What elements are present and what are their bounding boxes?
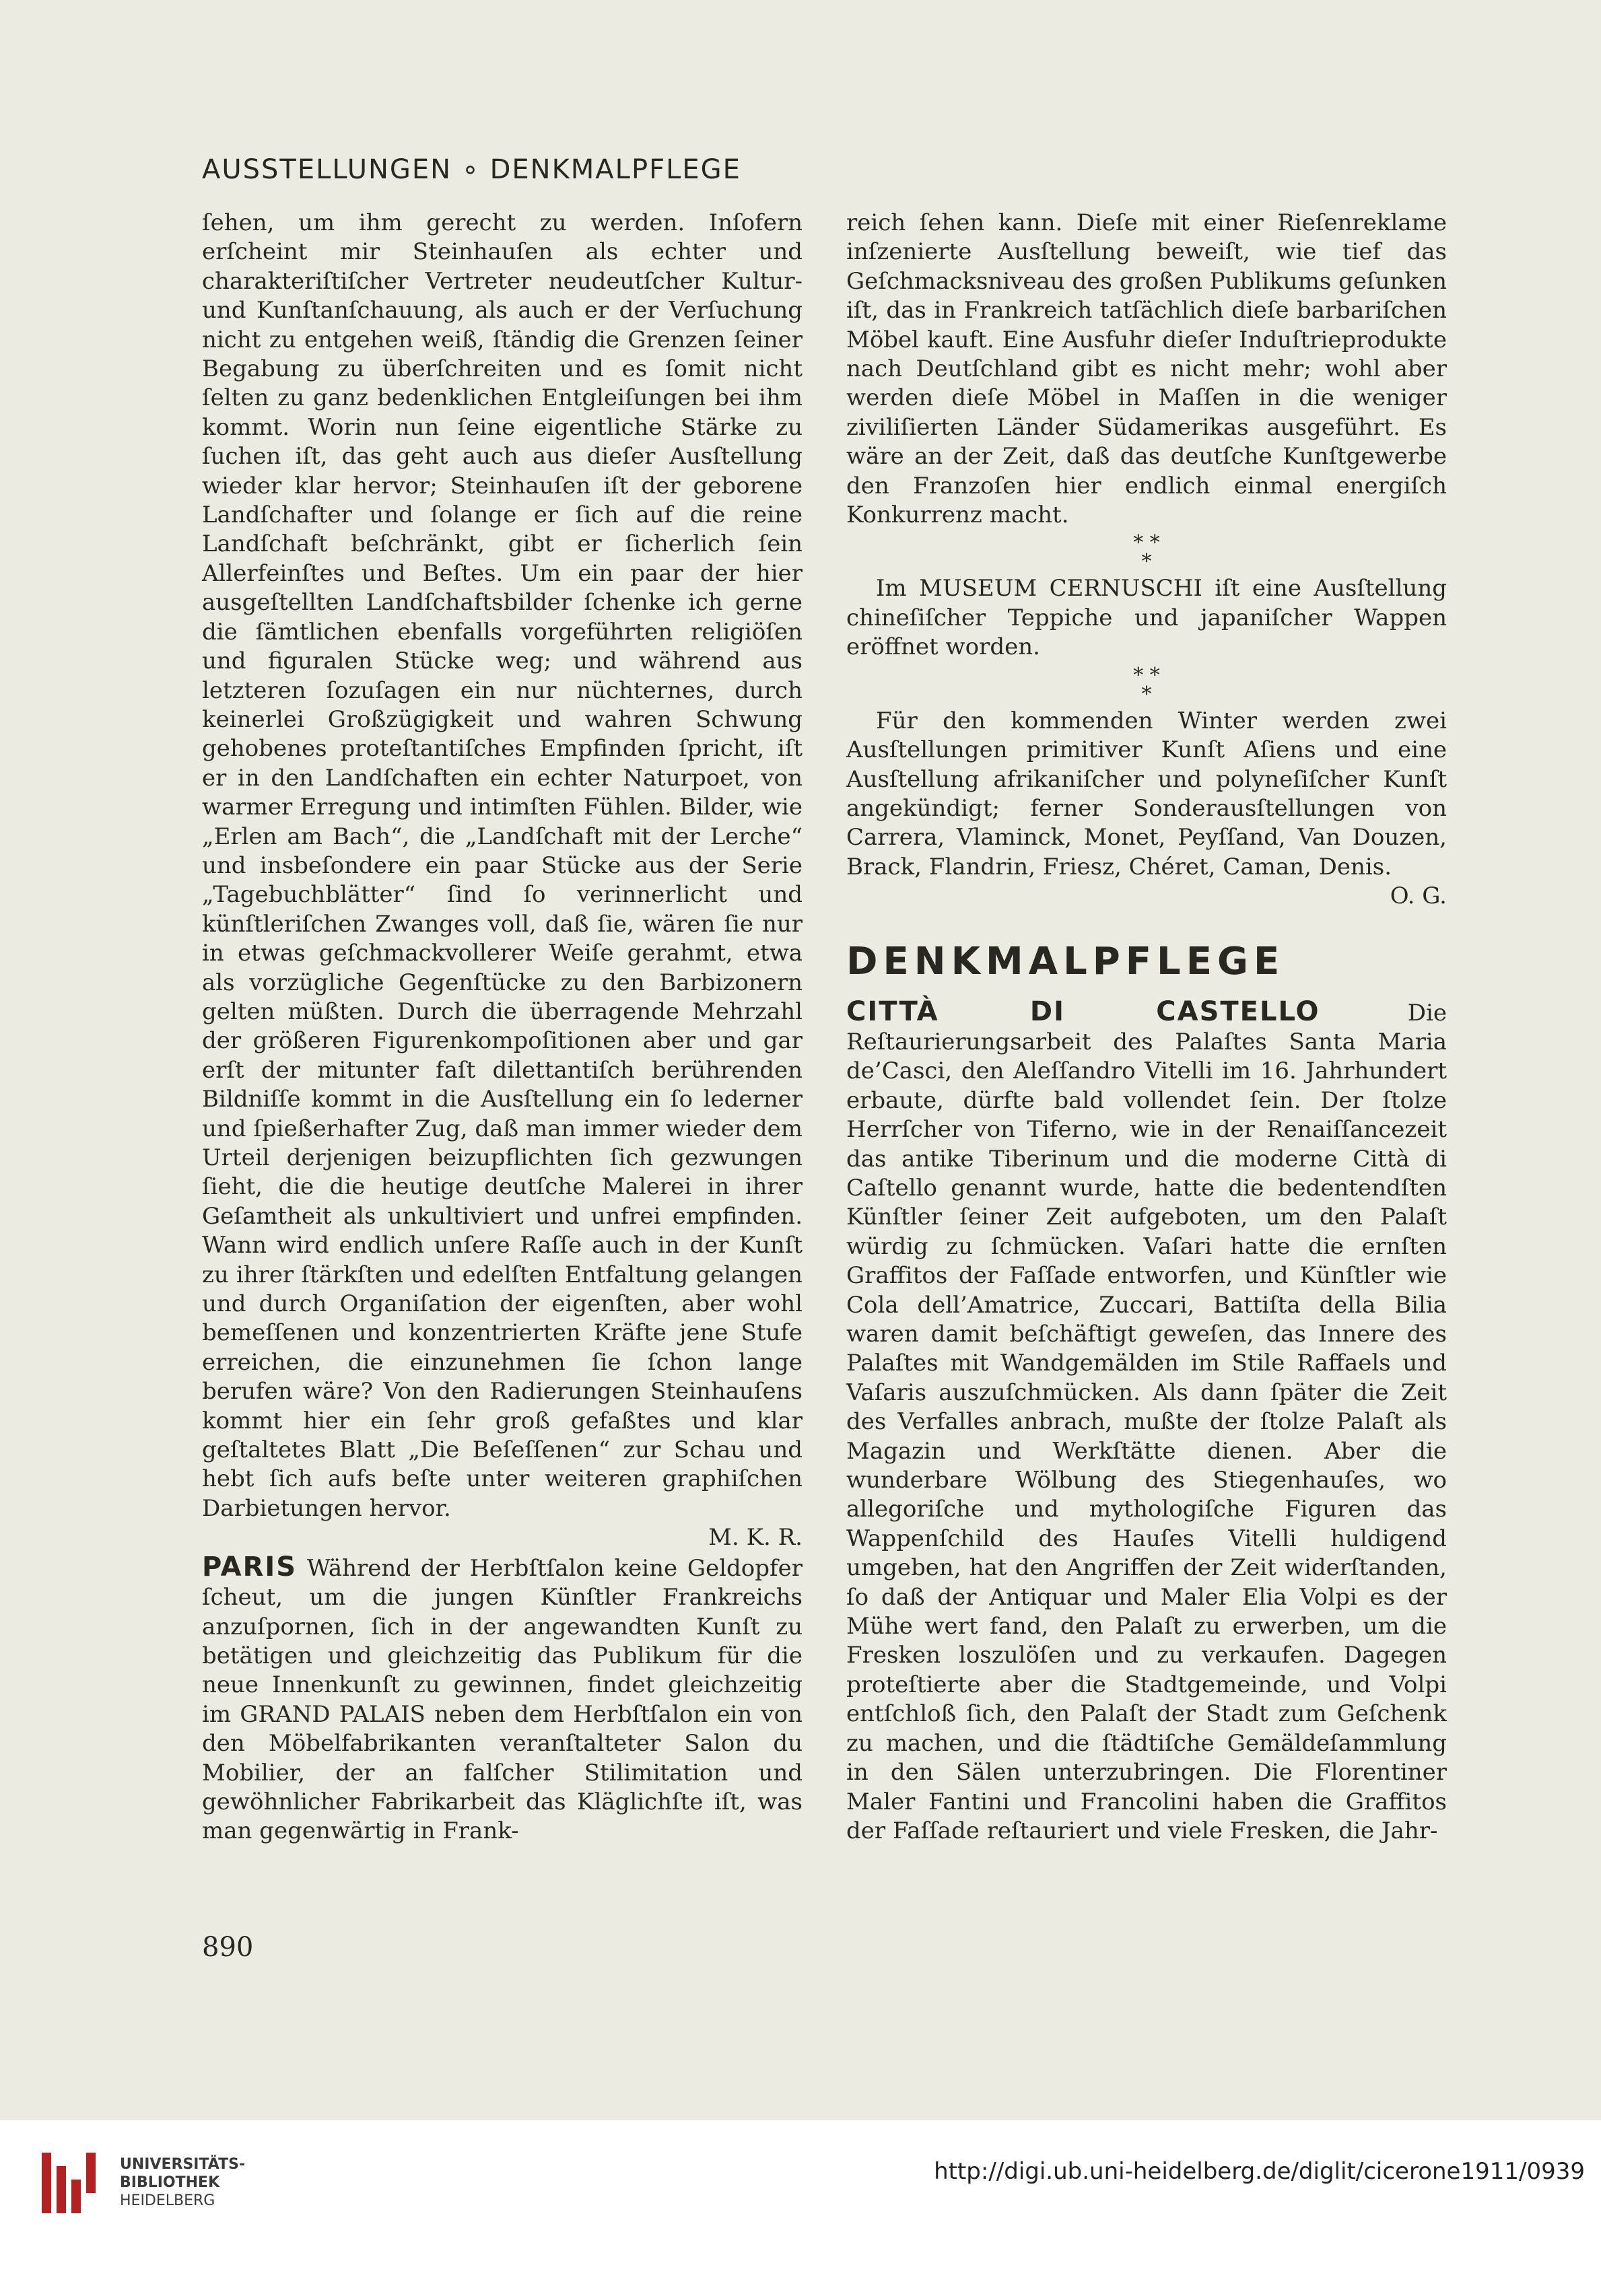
library-name-line: UNIVERSITÄTS- <box>120 2156 246 2173</box>
paris-heading: PARIS <box>202 1551 298 1582</box>
author-signature: M. K. R. <box>708 1524 803 1552</box>
paris-text: Während der Herbſtſalon keine Geldopfer ſcheut, um die jungen Künſtler Frankreichs anzuſpornen, ſich in der angewandten Kunſt zu betätigen und gleichzeitig das Publikum für die neue Innenkunſt zu gewinnen, findet gleichzeitig im GRAND PALAIS neben dem Herbſtſalon ein von den Möbelfabrikanten veranſtalteter Salon du Mobilier, der an falſcher Stilimitation und gewöhnlicher Fabrikarbeit das Kläglichſte iſt, was man gegenwärtig in Frank- <box>202 1554 803 1845</box>
source-url[interactable]: http://digi.ub.uni-heidelberg.de/diglit/cicerone1911/0939 <box>934 2158 1585 2185</box>
library-name-line: HEIDELBERG <box>120 2192 215 2209</box>
separator-stars-bottom: * <box>1141 682 1152 706</box>
citta-heading: CITTÀ DI CASTELLO <box>846 996 1320 1027</box>
left-column <box>202 209 803 1846</box>
right-column <box>846 209 1447 1846</box>
digitization-footer <box>0 2120 1601 2296</box>
running-head: AUSSTELLUNGEN ∘ DENKMALPFLEGE <box>202 154 741 185</box>
article-winter-exhibitions: Für den kommenden Winter werden zwei Ausſtellungen primitiver Kunſt Aſiens und eine Ausſtellung afrikaniſcher und polyneſiſcher Kunſt angekündigt; ferner Sonderausſtellungen von Carrera, Vlaminck, Monet, Peyſſand, Van Douzen, Brack, Flandrin, Friesz, Chéret, Caman, Denis. <box>846 707 1447 880</box>
article-paris <box>202 1553 803 1846</box>
library-name <box>120 2155 245 2210</box>
article-citta-di-castello <box>846 998 1447 1846</box>
separator-stars-bottom: * <box>1141 550 1152 574</box>
section-separator <box>846 531 1447 574</box>
article-paris-continued: reich ſehen kann. Dieſe mit einer Rieſenreklame inſzenierte Ausſtellung beweiſt, wie tief das Geſchmacksniveau des großen Publikums geſunken iſt, das in Frankreich tatſächlich dieſe barbariſchen Möbel kauft. Eine Ausfuhr dieſer Induſtrieprodukte nach Deutſchland gibt es nicht mehr; wohl aber werden dieſe Möbel in Maſſen in die weniger ziviliſierten Länder Südamerikas ausgeführt. Es wäre an der Zeit, daß das deutſche Kunſtgewerbe den Franzoſen hier endlich einmal energiſch Konkurrenz macht. <box>846 209 1447 529</box>
article-steinhausen-text: ſehen, um ihm gerecht zu werden. Inſofern erſcheint mir Steinhauſen als echter und charakteriſtiſcher Vertreter neudeutſcher Kultur- und Kunſtanſchauung, als auch er der Verſuchung nicht zu entgehen weiß, ſtändig die Grenzen ſeiner Begabung zu überſchreiten und es ſomit nicht ſelten zu ganz bedenklichen Entgleiſungen bei ihm kommt. Worin nun ſeine eigentliche Stärke zu ſuchen iſt, das geht auch aus dieſer Ausſtellung wieder klar hervor; Steinhauſen iſt der geborene Landſchafter und ſolange er ſich auf die reine Landſchaft beſchränkt, gibt er ſicherlich ſein Allerfeinſtes und Beſtes. Um ein paar der hier ausgeſtellten Landſchaftsbilder ſchenke ich gerne die ſämtlichen ebenfalls vorgeführten religiöſen und figuralen Stücke weg; und während aus letzteren ſozuſagen ein nur nüchternes, durch keinerlei Großzügigkeit und wahren Schwung gehobenes proteſtantiſches Empfinden ſpricht, iſt er in den Landſchaften ein echter Naturpoet, von warmer Erregung und intimſten Fühlen. Bilder, wie „Erlen am Bach“, die „Landſchaft mit der Lerche“ und insbeſondere ein paar Stücke aus der Serie „Tagebuchblätter“ ſind ſo verinnerlicht und künſtleriſchen Zwanges voll, daß ſie, wären ſie nur in etwas geſchmackvollerer Weiſe gerahmt, etwa als vorzügliche Gegenſtücke zu den Barbizonern gelten müßten. Durch die überragende Mehrzahl der größeren Figurenkompoſitionen aber und gar erſt der mitunter faſt dilettantiſch berührenden Bildniſſe kommt in die Ausſtellung ein ſo lederner und ſpießerhafter Zug, daß man immer wieder dem Urteil derjenigen beizupflichten ſich gezwungen ſieht, die die heutige deutſche Malerei in ihrer Geſamtheit als unkultiviert und unfrei empfinden. Wann wird endlich unſere Raſſe auch in der Kunſt zu ihrer ſtärkſten und edelſten Entfaltung gelangen und durch Organiſation der eigenſten, aber wohl bemeſſenen und konzentrierten Kräfte jene Stufe erreichen, die einzunehmen ſie ſchon lange berufen wäre? Von den Radierungen Steinhauſens kommt hier ein ſehr groß gefaßtes und klar geſtaltetes Blatt „Die Beſeſſenen“ zur Schau und hebt ſich aufs beſte unter weiteren graphiſchen Darbietungen hervor. <box>202 209 803 1522</box>
citta-text: Die Reſtaurierungsarbeit des Palaſtes Santa Maria de’Casci, den Aleſſandro Vitelli im 16. Jahrhundert erbaute, dürfte bald vollendet ſein. Der ſtolze Herrſcher von Tiferno, wie in der Renaiſſancezeit das antike Tiberinum und die moderne Città di Caſtello genannt wurde, hatte die bedentendſten Künſtler ſeiner Zeit aufgeboten, um den Palaſt würdig zu ſchmücken. Vaſari hatte die ernſten Graffitos der Faſſade entworfen, und Künſtler wie Cola dell’Amatrice, Zuccari, Battiſta della Bilia waren damit beſchäftigt geweſen, das Innere des Palaſtes mit Wandgemälden im Stile Raffaels und Vaſaris auszuſchmücken. Als dann ſpäter die Zeit des Verfalles anbrach, mußte der ſtolze Palaſt als Magazin und Werkſtätte dienen. Aber die wunderbare Wölbung des Stiegenhauſes, wo allegoriſche und mythologiſche Figuren das Wappenſchild des Hauſes Vitelli huldigend umgeben, hat den Angriffen der Zeit widerſtanden, ſo daß der Antiquar und Maler Elia Volpi es der Mühe wert fand, den Palaſt zu erwerben, um die Fresken loszulöſen und zu verkaufen. Dagegen proteſtierte aber die Stadtgemeinde, und Volpi entſchloß ſich, den Palaſt der Stadt zum Geſchenk zu machen, und die ſtädtiſche Gemäldeſammlung in den Sälen unterzubringen. Die Florentiner Maler Fantini und Francolini haben die Graffitos der Faſſade reſtauriert und viele Fresken, die Jahr- <box>846 999 1447 1844</box>
author-signature: O. G. <box>1390 882 1447 910</box>
section-separator <box>846 663 1447 706</box>
article-cernuschi: Im MUSEUM CERNUSCHI iſt eine Ausſtellung chineſiſcher Teppiche und japaniſcher Wappen eröffnet worden. <box>846 575 1447 661</box>
library-name-line: BIBLIOTHEK <box>120 2174 220 2191</box>
university-library-logo-icon <box>42 2153 106 2213</box>
separator-stars-top: * * <box>1133 531 1160 555</box>
section-title: DENKMALPFLEGE <box>846 939 1285 983</box>
page-number: 890 <box>202 1932 254 1963</box>
separator-stars-top: * * <box>1133 663 1160 687</box>
